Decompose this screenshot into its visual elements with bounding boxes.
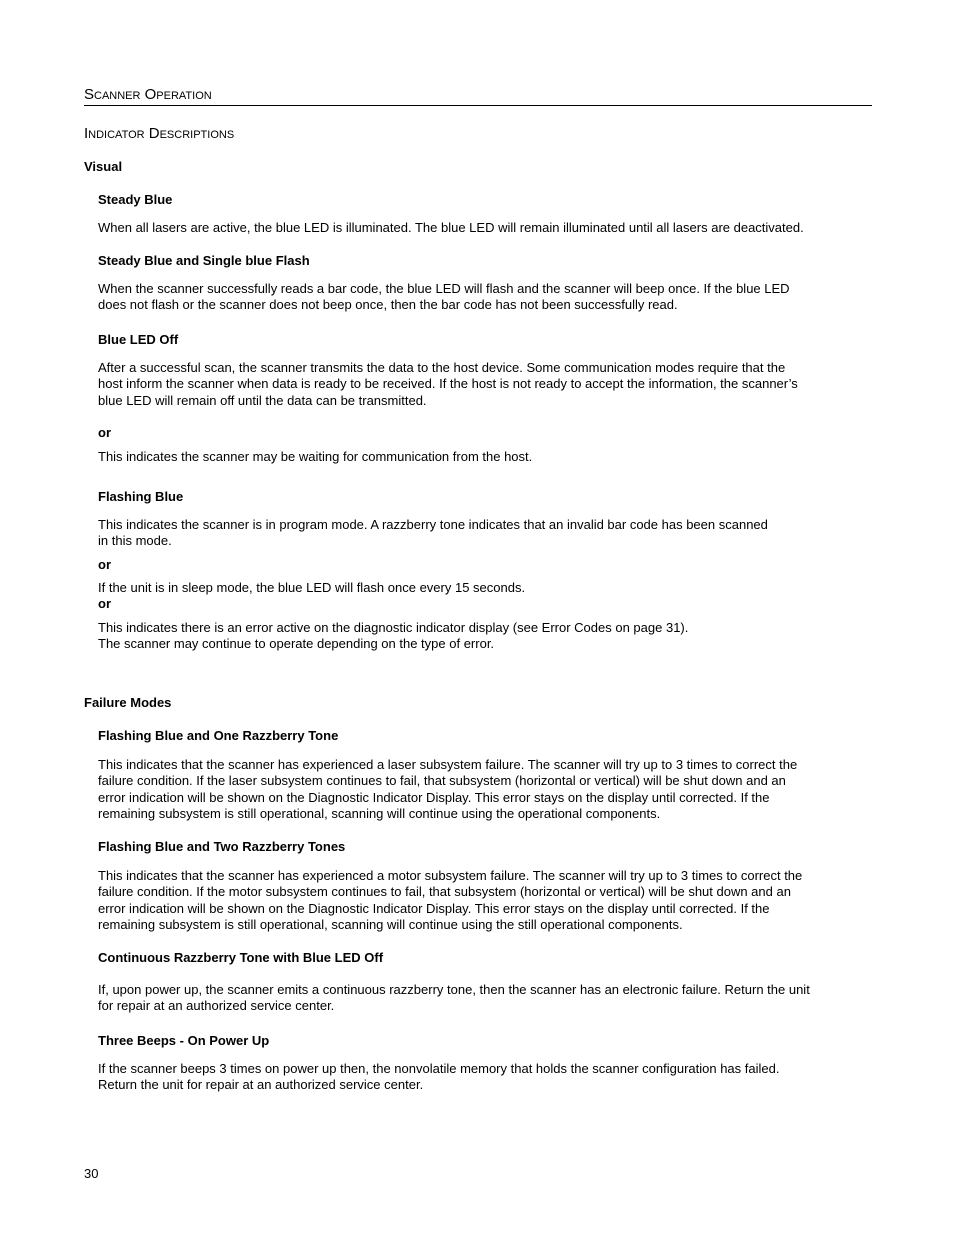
text-line: host inform the scanner when data is ready to be received. If the host is not ready to accept the information, the scanner’s (98, 376, 798, 392)
text-line: This indicates that the scanner has experienced a motor subsystem failure. The scanner will try up to 3 times to correct the (98, 868, 803, 883)
text-line: for repair at an authorized service center. (98, 998, 335, 1014)
or-label: or (98, 425, 111, 440)
or-label: or (98, 557, 111, 572)
text-line: does not flash or the scanner does not beep once, then the bar code has not been successfully read. (98, 297, 678, 313)
text-line: If, upon power up, the scanner emits a continuous razzberry tone, then the scanner has an electronic failure. Return the unit (98, 982, 810, 997)
flashing-blue-heading: Flashing Blue (98, 489, 184, 504)
text-line: failure condition. If the laser subsystem continues to fail, that subsystem (horizontal or vertical) will be shut down and an (98, 773, 786, 789)
steady-blue-heading: Steady Blue (98, 192, 173, 207)
text-line: failure condition. If the motor subsystem continues to fail, that subsystem (horizontal or vertical) will be shut down and an (98, 884, 791, 900)
led-off-alt-text: This indicates the scanner may be waiting for communication from the host. (98, 449, 533, 464)
single-flash-heading: Steady Blue and Single blue Flash (98, 253, 310, 268)
text-line: remaining subsystem is still operational, scanning will continue using the still operational components. (98, 916, 683, 932)
error-active-text (98, 620, 873, 653)
two-tones-text (98, 868, 873, 933)
text-line: This indicates the scanner is in program mode. A razzberry tone indicates that an invalid bar code has been scanned (98, 517, 768, 532)
text-line: When the scanner successfully reads a bar code, the blue LED will flash and the scanner will beep once. If the blue LED (98, 281, 790, 296)
sleep-mode-text: If the unit is in sleep mode, the blue LED will flash once every 15 seconds. (98, 580, 526, 595)
text-line: If the scanner beeps 3 times on power up then, the nonvolatile memory that holds the scanner configuration has failed. (98, 1061, 780, 1076)
two-tones-heading: Flashing Blue and Two Razzberry Tones (98, 839, 346, 854)
one-tone-heading: Flashing Blue and One Razzberry Tone (98, 728, 339, 743)
text-line: The scanner may continue to operate depending on the type of error. (98, 636, 495, 652)
text-line: remaining subsystem is still operational, scanning will continue using the operational components. (98, 805, 661, 821)
page-section-title: Scanner Operation (84, 85, 872, 106)
text-line: blue LED will remain off until the data can be transmitted. (98, 392, 427, 408)
text-line: Return the unit for repair at an authorized service center. (98, 1077, 424, 1093)
steady-blue-text: When all lasers are active, the blue LED is illuminated. The blue LED will remain illuminated until all lasers are deactivated. (98, 220, 804, 235)
three-beeps-text (98, 1061, 873, 1094)
text-line: error indication will be shown on the Diagnostic Indicator Display. This error stays on the display until corrected. If the (98, 789, 770, 805)
led-off-text (98, 360, 873, 409)
continuous-tone-heading: Continuous Razzberry Tone with Blue LED Off (98, 950, 384, 965)
three-beeps-heading: Three Beeps - On Power Up (98, 1033, 270, 1048)
page-number: 30 (84, 1166, 99, 1181)
text-line: After a successful scan, the scanner transmits the data to the host device. Some communication modes require that the (98, 360, 786, 375)
led-off-heading: Blue LED Off (98, 332, 179, 347)
continuous-tone-text (98, 982, 873, 1015)
subsection-title: Indicator Descriptions (84, 125, 235, 142)
text-line: in this mode. (98, 533, 172, 549)
text-line: error indication will be shown on the Diagnostic Indicator Display. This error stays on the display until corrected. If the (98, 900, 770, 916)
flashing-blue-text (98, 517, 873, 550)
visual-heading: Visual (84, 159, 123, 174)
or-label: or (98, 596, 111, 611)
single-flash-text (98, 281, 873, 314)
one-tone-text (98, 757, 873, 822)
text-line: This indicates there is an error active on the diagnostic indicator display (see Error Codes on page 31). (98, 620, 689, 635)
failure-modes-heading: Failure Modes (84, 695, 172, 710)
text-line: This indicates that the scanner has experienced a laser subsystem failure. The scanner will try up to 3 times to correct the (98, 757, 798, 772)
